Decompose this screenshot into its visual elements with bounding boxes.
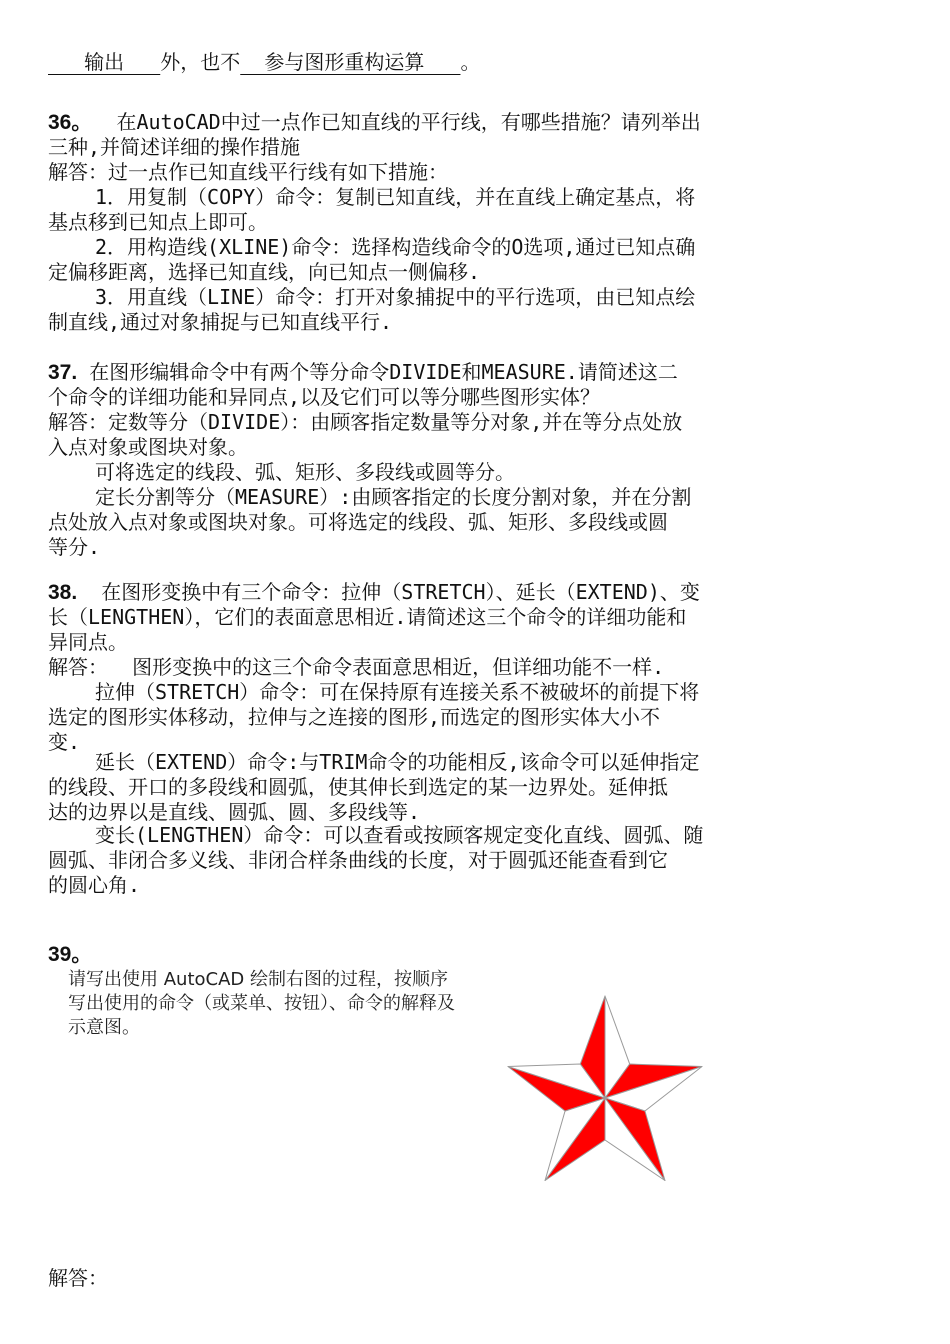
q37-line-8: 等分. (48, 535, 101, 559)
q37-line-1 (48, 360, 678, 385)
q39-number-line (48, 942, 92, 967)
q36-text: 在AutoCAD中过一点作已知直线的平行线，有哪些措施？请列举出 (92, 110, 701, 134)
q38-text: 在图形变换中有三个命令：拉伸（STRETCH）、延长（EXTEND)、变 (77, 580, 700, 604)
q38-line-3: 异同点。 (48, 630, 128, 654)
top-line-end: 。 (460, 50, 481, 74)
q37-text: 在图形编辑命令中有两个等分命令DIVIDE和MEASURE.请简述这二 (77, 360, 678, 384)
q37-line-7: 点处放入点对象或图块对象。可将选定的线段、弧、矩形、多段线或圆 (48, 510, 668, 534)
q38-line-9: 的线段、开口的多段线和圆弧，使其伸长到选定的某一边界处。延伸抵 (48, 775, 668, 799)
q38-line-11: 变长(LENGTHEN）命令：可以查看或按顾客规定变化直线、圆弧、随 (95, 823, 704, 847)
q37-line-2: 个命令的详细功能和异同点,以及它们可以等分哪些图形实体？ (48, 385, 601, 409)
q36-line-5: 基点移到已知点上即可。 (48, 210, 268, 234)
q39-question (68, 968, 455, 1040)
top-line (48, 50, 480, 75)
blank-answer-1: 输出 (48, 50, 161, 74)
q39-line-2: 写出使用的命令（或菜单、按钮）、命令的解释及 (68, 993, 455, 1014)
q38-line-12: 圆弧、非闭合多义线、非闭合样条曲线的长度，对于圆弧还能查看到它 (48, 848, 668, 872)
answer-label: 解答： (48, 1266, 108, 1290)
q36-number: 36。 (48, 111, 93, 134)
q37-line-5: 可将选定的线段、弧、矩形、多段线或圆等分。 (95, 460, 515, 484)
q38-line-1 (48, 580, 700, 605)
q36-line-4: 1．用复制（COPY）命令：复制已知直线，并在直线上确定基点，将 (95, 185, 696, 209)
q36-line-6: 2．用构造线(XLINE)命令：选择构造线命令的O选项,通过已知点确 (95, 235, 696, 259)
q38-line-10: 达的边界以是直线、圆弧、圆、多段线等. (48, 800, 421, 824)
q38-line-8: 延长（EXTEND）命令:与TRIM命令的功能相反,该命令可以延伸指定 (95, 750, 700, 774)
q39-number: 39。 (48, 943, 93, 966)
q36-line-8: 3．用直线（LINE）命令：打开对象捕捉中的平行选项，由已知点绘 (95, 285, 696, 309)
q39-line-1: 请写出使用 AutoCAD 绘制右图的过程，按顺序 (68, 969, 448, 990)
q36-line-2: 三种,并简述详细的操作措施 (48, 135, 301, 159)
q38-line-2: 长（LENGTHEN），它们的表面意思相近.请简述这三个命令的详细功能和 (48, 605, 687, 629)
q38-line-5: 拉伸（STRETCH）命令：可在保持原有连接关系不被破坏的前提下将 (95, 680, 700, 704)
q38-line-13: 的圆心角. (48, 873, 141, 897)
q36-answer-label: 解答：过一点作已知直线平行线有如下措施： (48, 160, 448, 184)
q38-answer-label: 解答： 图形变换中的这三个命令表面意思相近，但详细功能不一样. (48, 655, 665, 679)
top-line-text: 外，也不 (160, 50, 241, 74)
q38-line-7: 变. (48, 730, 81, 754)
q37-line-6: 定长分割等分（MEASURE）:由顾客指定的长度分割对象，并在分割 (95, 485, 692, 509)
q36-line-9: 制直线,通过对象捕捉与已知直线平行. (48, 310, 393, 334)
q39-line-3: 示意图。 (68, 1017, 140, 1038)
q36-line-1 (48, 110, 701, 135)
q37-line-4: 入点对象或图块对象。 (48, 435, 248, 459)
q38-number: 38. (48, 581, 78, 604)
q37-answer-label: 解答：定数等分（DIVIDE）：由顾客指定数量等分对象,并在等分点处放 (48, 410, 683, 434)
q37-number: 37. (48, 361, 78, 384)
red-star-figure (500, 990, 710, 1190)
q38-line-6: 选定的图形实体移动，拉伸与之连接的图形,而选定的图形实体大小不 (48, 705, 661, 729)
q36-line-7: 定偏移距离，选择已知直线，向已知点一侧偏移. (48, 260, 481, 284)
blank-answer-2: 参与图形重构运算 (240, 50, 461, 74)
